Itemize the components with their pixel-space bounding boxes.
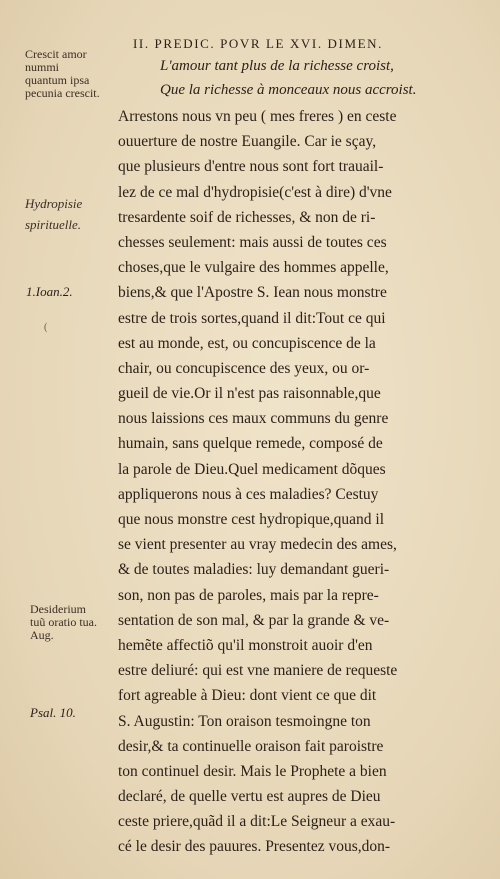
body-line: S. Augustin: Ton oraison tesmoingne ton: [118, 712, 371, 730]
body-line: choses,que le vulgaire des hommes appelle,: [118, 259, 389, 277]
body-line: est au monde, est, ou concupiscence de la: [118, 334, 376, 352]
body-line: & de toutes maladies: luy demandant gueri-: [118, 561, 390, 579]
body-line: Arrestons nous vn peu ( mes freres ) en ceste: [118, 108, 397, 125]
body-line: estre deliuré: qui est vne maniere de requeste: [118, 662, 398, 680]
margin-note-desiderium: Desiderium tuũ oratio tua. Aug.: [30, 602, 97, 642]
body-line: ton continuel desir. Mais le Prophete a bien: [118, 762, 387, 780]
stray-margin-mark: (: [44, 322, 48, 333]
body-line: fort agreable à Dieu: dont vient ce que dit: [118, 687, 377, 705]
body-line: biens,& que l'Apostre S. Iean nous monstre: [118, 284, 387, 302]
margin-note-hydropisie: Hydropisie spirituelle.: [25, 196, 83, 232]
body-line: humain, sans quelque remede, composé de: [118, 435, 383, 453]
body-line: tresardente soif de richesses, & non de ri-: [118, 208, 376, 226]
subtitle-line-1: L'amour tant plus de la richesse croist,: [160, 58, 394, 74]
body-line: chesses seulement: mais aussi de toutes ces: [118, 233, 387, 251]
body-line: sentation de son mal, & par la grande & ve-: [118, 611, 390, 629]
body-line: son, non pas de paroles, mais par la repre-: [118, 586, 379, 604]
margin-ref-1-ioan: 1.Ioan.2.: [26, 284, 73, 299]
body-line: estre de trois sortes,quand il dit:Tout ce qui: [118, 309, 386, 327]
body-line: cé le desir des pauures. Presentez vous,don-: [118, 838, 391, 856]
body-line: hemẽte affectiõ qu'il monstroit auoir d'en: [118, 636, 373, 654]
body-line: ouuerture de nostre Euangile. Car ie sçay,: [118, 133, 377, 151]
margin-note-crescit: Crescit amor nummi quantum ipsa pecunia crescit.: [25, 47, 100, 100]
body-line: ceste priere,quãd il a dit:Le Seigneur a exau-: [118, 813, 396, 831]
body-line: appliquerons nous à ces maladies? Cestuy: [118, 485, 379, 503]
body-line: declaré, de quelle vertu est aupres de Dieu: [118, 788, 381, 806]
body-line: desir,& ta continuelle oraison fait paroistre: [118, 737, 384, 755]
body-line: la parole de Dieu.Quel medicament dõques: [118, 460, 386, 478]
body-line: que plusieurs d'entre nous sont fort trauail-: [118, 158, 384, 176]
body-line: chair, ou concupiscence des yeux, ou or-: [118, 359, 370, 377]
body-line: se vient presenter au vray medecin des ames,: [118, 536, 397, 554]
subtitle-line-2: Que la richesse à monceaux nous accroist.: [160, 82, 417, 98]
running-head: II. PREDIC. POVR LE XVI. DIMEN.: [133, 36, 384, 51]
body-line: lez de ce mal d'hydropisie(c'est à dire) d'vne: [118, 183, 392, 201]
body-line: nous laissions ces maux communs du genre: [118, 410, 389, 428]
body-line: que nous monstre cest hydropique,quand il: [118, 511, 385, 528]
body-line: gueil de vie.Or il n'est pas raisonnable,que: [118, 385, 381, 403]
body-text: [118, 104, 486, 860]
margin-ref-psal: Psal. 10.: [30, 705, 76, 720]
